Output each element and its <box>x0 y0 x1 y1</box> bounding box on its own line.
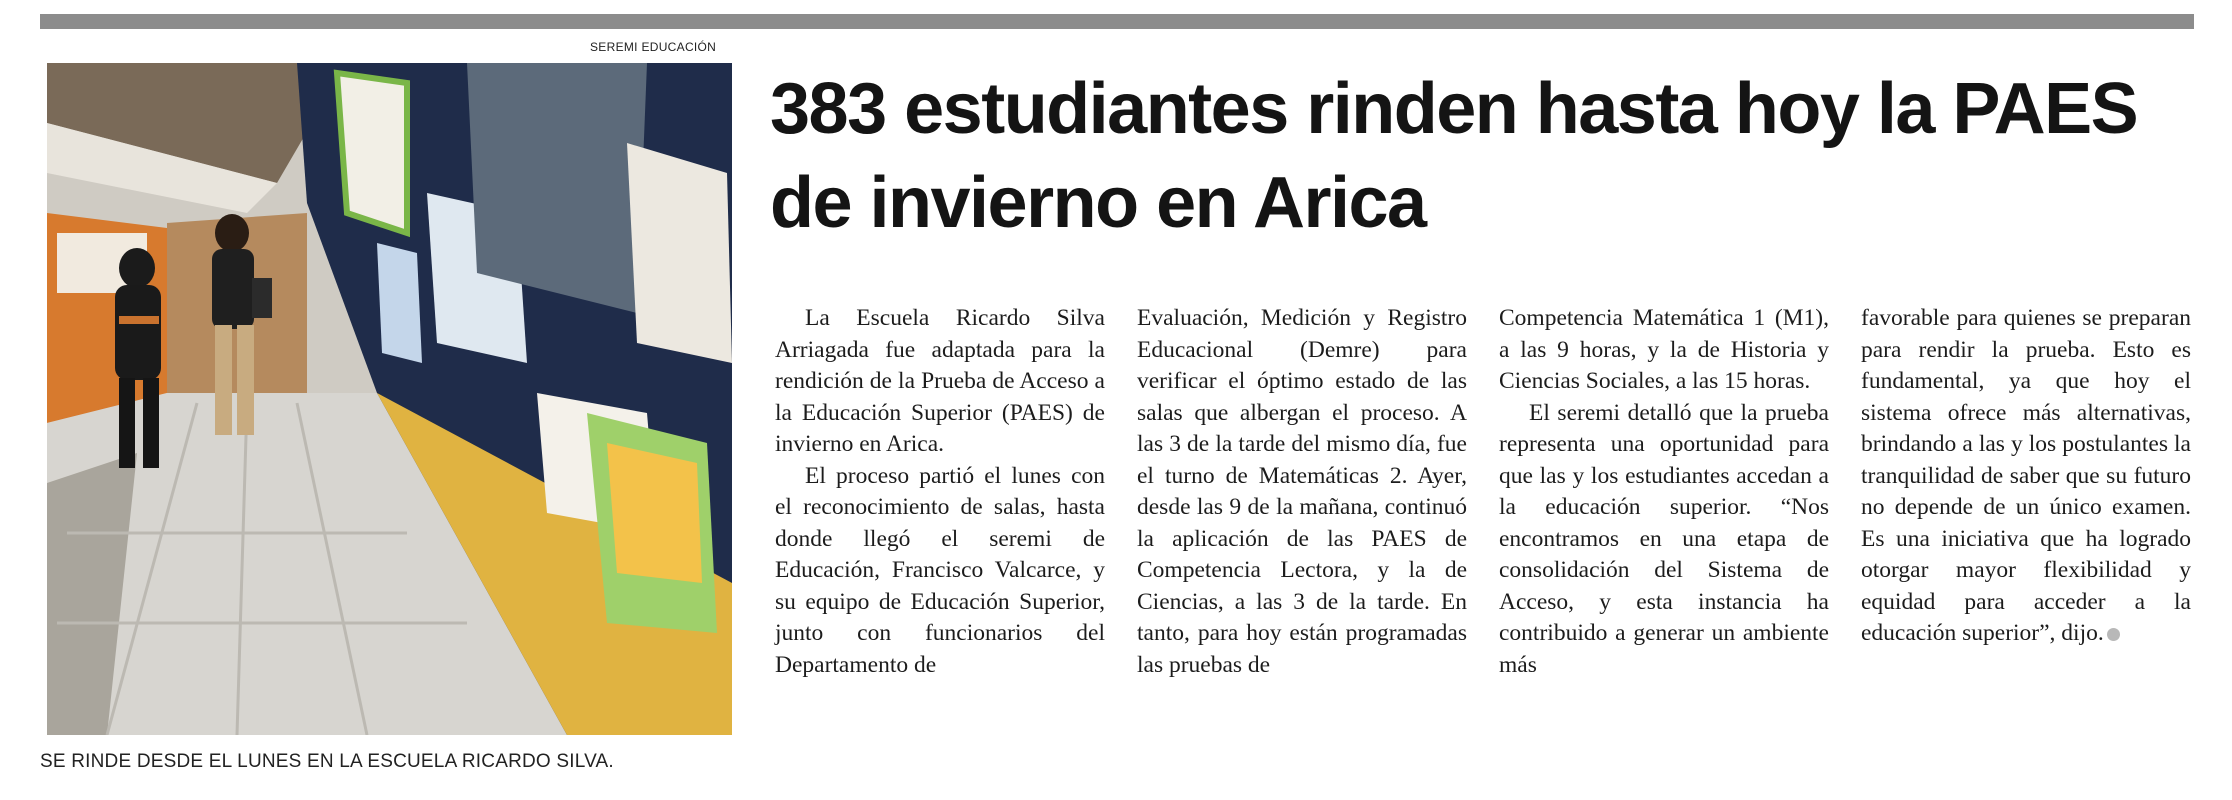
paragraph: Competencia Matemática 1 (M1), a las 9 horas, y la de Historia y Ciencias Sociales, a las 15 horas. <box>1499 305 1829 394</box>
headline: 383 estudiantes rinden hasta hoy la PAES de invierno en Arica <box>770 69 2138 243</box>
top-rule-bar <box>40 14 2194 29</box>
paragraph-last <box>1861 303 2191 650</box>
end-of-article-icon <box>2107 628 2120 641</box>
paragraph-text: favorable para quienes se preparan para rendir la prueba. Esto es fundamental, ya que hoy el sistema ofrece más alternativas, brindando a las y los postulantes la tranquilidad de saber que su futuro no depende de un único examen. Es una iniciativa que ha logrado otorgar mayor flexibilidad y equidad para acceder a la educación superior”, dijo. <box>1861 305 2191 646</box>
photo-credit: SEREMI EDUCACIÓN <box>590 40 717 54</box>
paragraph: La Escuela Ricardo Silva Arriagada fue adaptada para la rendición de la Prueba de Acceso a la Educación Superior (PAES) de invierno en Arica. <box>775 305 1105 457</box>
photo-caption: SE RINDE DESDE EL LUNES EN LA ESCUELA RICARDO SILVA. <box>40 751 614 772</box>
article-column-2 <box>1137 303 1467 681</box>
paragraph: El proceso partió el lunes con el reconocimiento de salas, hasta donde llegó el seremi de Educación, Francisco Valcarce, y su equipo de Educación Superior, junto con funcionarios del Departamento de <box>775 462 1105 678</box>
article-column-3 <box>1499 303 1829 681</box>
article-column-1 <box>775 303 1105 681</box>
article-column-4 <box>1861 303 2191 650</box>
article-photo <box>47 63 732 735</box>
paragraph: Evaluación, Medición y Registro Educacional (Demre) para verificar el óptimo estado de las salas que albergan el proceso. A las 3 de la tarde del mismo día, fue el turno de Matemáticas 2. Ayer, desde las 9 de la mañana, continuó la aplicación de las PAES de Competencia Lectora, y la de Ciencias, a las 3 de la tarde. En tanto, para hoy están programadas las pruebas de <box>1137 305 1467 678</box>
paragraph: El seremi detalló que la prueba representa una oportunidad para que las y los estudiantes accedan a la educación superior. “Nos encontramos en una etapa de consolidación del Sistema de Acceso, y esta instancia ha contribuido a generar un ambiente más <box>1499 399 1829 678</box>
